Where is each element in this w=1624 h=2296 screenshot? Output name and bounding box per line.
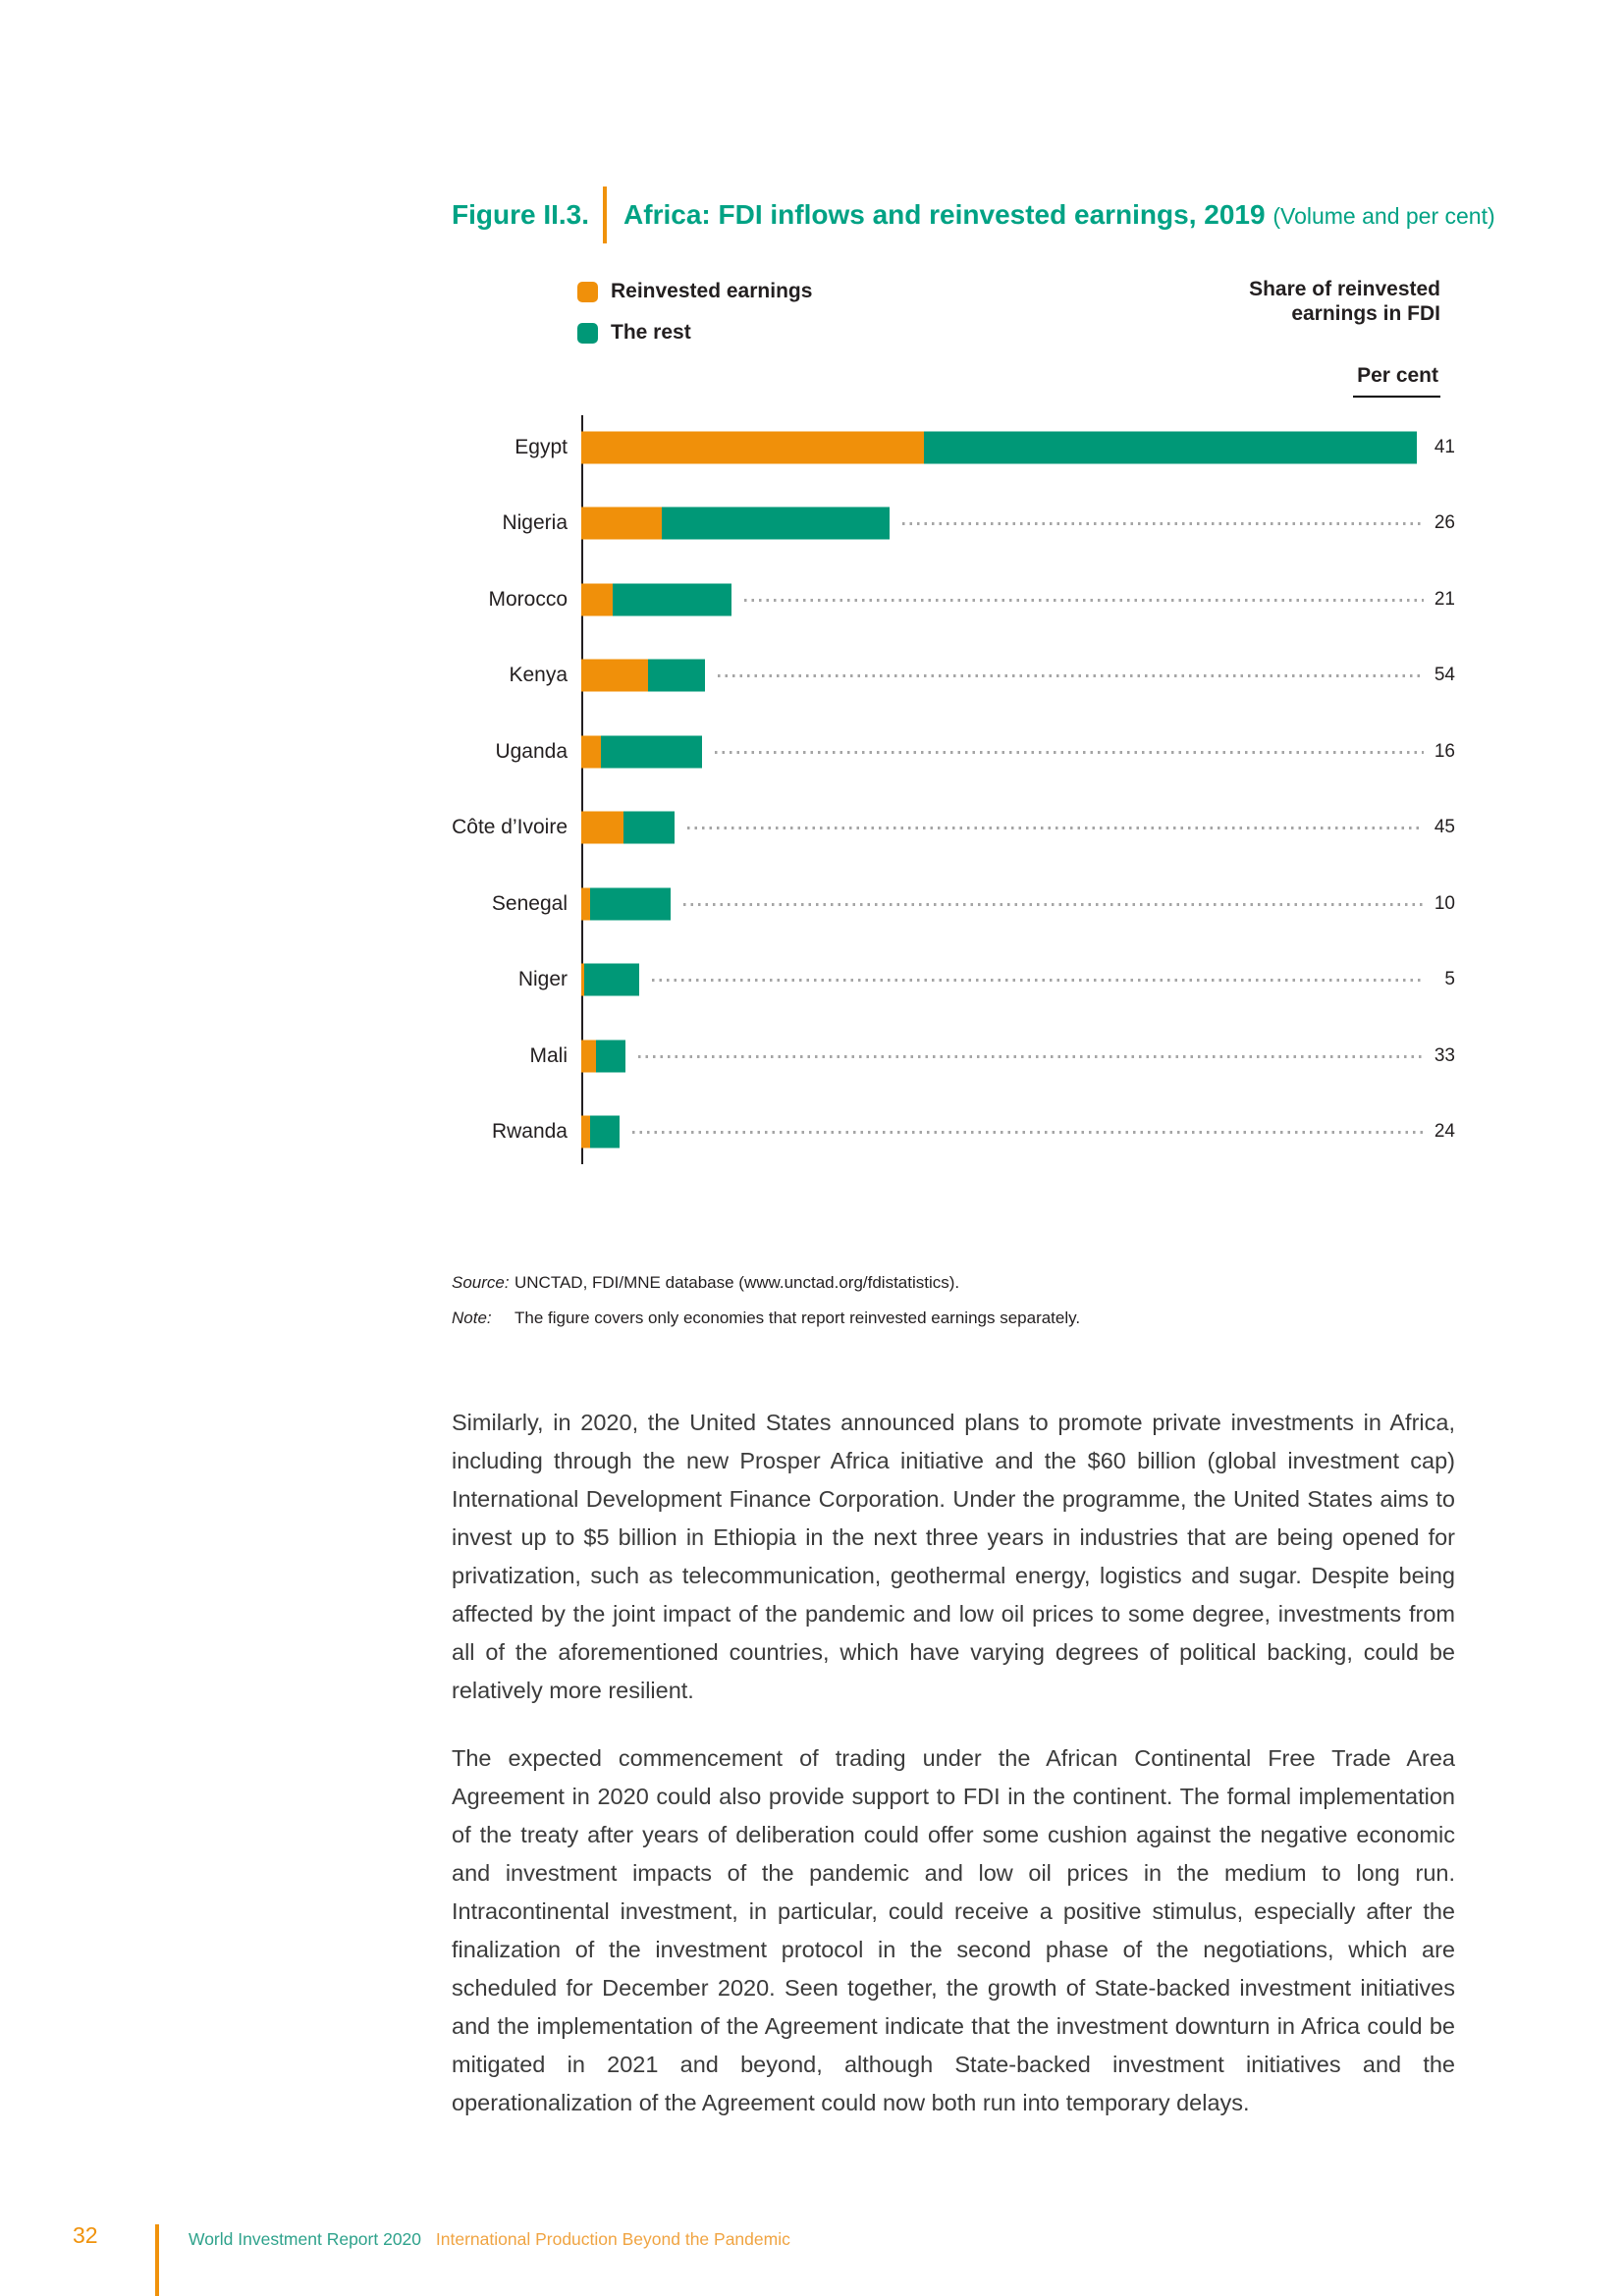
- paragraph: Similarly, in 2020, the United States announced plans to promote private investments in Africa, including through the new Prosper Africa initiative and the $60 billion (global investment cap) International Development Finance Corporation. Under the programme, the United States aims to invest up to $5 billion in Ethiopia in the next three years in industries that are being opened for privatization, such as telecommunication, geothermal energy, logistics and sugar. Despite being affected by the joint impact of the pandemic and low oil prices to some degree, investments from all of the aforementioned countries, which have varying degrees of political backing, could be relatively more resilient.: [452, 1410, 1455, 1703]
- chart-row: [452, 790, 1455, 867]
- figure-header: [452, 187, 1495, 243]
- reinvested-earnings-segment: [581, 1040, 596, 1072]
- bar-track: [581, 942, 1424, 1019]
- the-rest-segment: [590, 1116, 620, 1148]
- share-percent-value: 54: [1434, 665, 1455, 686]
- reinvested-earnings-segment: [581, 583, 613, 615]
- note-text: The figure covers only economies that report reinvested earnings separately.: [514, 1308, 1081, 1328]
- stacked-bar: [581, 660, 705, 692]
- dotted-leader-line: [632, 1131, 1424, 1134]
- share-percent-value: 24: [1434, 1121, 1455, 1143]
- chart-row: [452, 486, 1455, 562]
- reinvested-earnings-segment: [581, 431, 924, 463]
- chart-row: [452, 942, 1455, 1019]
- stacked-bar: [581, 507, 890, 540]
- body-text: [452, 1404, 1455, 2122]
- dotted-leader-line: [652, 979, 1424, 982]
- country-label: Egypt: [514, 435, 568, 458]
- reinvested-earnings-segment: [581, 507, 662, 540]
- share-percent-value: 21: [1434, 588, 1455, 610]
- stacked-bar: [581, 583, 731, 615]
- country-label: Kenya: [509, 664, 568, 687]
- chart-row: [452, 866, 1455, 942]
- share-column-header-line2: earnings in FDI: [1291, 301, 1440, 325]
- share-column-header: [1249, 278, 1440, 326]
- bar-track: [581, 866, 1424, 942]
- the-rest-segment: [648, 660, 705, 692]
- footer-report-title: World Investment Report 2020: [189, 2229, 422, 2249]
- chart-row: [452, 1095, 1455, 1171]
- chart-legend: [577, 280, 812, 362]
- the-rest-segment: [596, 1040, 625, 1072]
- source-note-block: [452, 1272, 1198, 1329]
- dotted-leader-line: [744, 599, 1424, 602]
- page-number: 32: [73, 2222, 98, 2248]
- reinvested-earnings-segment: [581, 735, 601, 768]
- country-label: Senegal: [491, 891, 568, 915]
- reinvested-earnings-segment: [581, 1116, 590, 1148]
- the-rest-segment: [662, 507, 890, 540]
- bar-track: [581, 714, 1424, 790]
- dotted-leader-line: [683, 903, 1424, 906]
- stacked-bar: [581, 812, 675, 844]
- figure-subtitle: (Volume and per cent): [1272, 203, 1495, 229]
- stacked-bar: [581, 1116, 620, 1148]
- share-percent-value: 33: [1434, 1044, 1455, 1066]
- country-label: Uganda: [495, 739, 568, 763]
- stacked-bar: [581, 887, 671, 920]
- country-label: Nigeria: [502, 511, 568, 535]
- legend-item-reinvested: [577, 280, 812, 303]
- legend-label: Reinvested earnings: [611, 280, 813, 302]
- country-label: Rwanda: [491, 1120, 568, 1144]
- stacked-bar: [581, 964, 639, 996]
- bar-track: [581, 1095, 1424, 1171]
- the-rest-segment: [623, 812, 675, 844]
- bar-track: [581, 561, 1424, 638]
- dotted-leader-line: [687, 827, 1424, 829]
- share-percent-value: 41: [1434, 436, 1455, 457]
- dotted-leader-line: [718, 674, 1424, 677]
- dotted-leader-line: [715, 751, 1424, 754]
- chart-row: [452, 1018, 1455, 1095]
- the-rest-segment: [590, 887, 671, 920]
- footer-report-subtitle: International Production Beyond the Pandemic: [435, 2229, 790, 2249]
- share-percent-value: 10: [1434, 892, 1455, 914]
- dotted-leader-line: [638, 1055, 1424, 1058]
- reinvested-earnings-segment: [581, 660, 648, 692]
- paragraph: The expected commencement of trading under the African Continental Free Trade Area Agreement in 2020 could also provide support to FDI in the continent. The formal implementation of the treaty after years of deliberation could offer some cushion against the negative economic and investment impacts of the pandemic and low oil prices in the medium to long run. Intracontinental investment, in particular, could receive a positive stimulus, especially after the finalization of the investment protocol in the second phase of the negotiations, which are scheduled for December 2020. Seen together, the growth of State-backed investment initiatives and the implementation of the Agreement indicate that the investment downturn in Africa could be mitigated in 2021 and beyond, although State-backed investment initiatives and the operationalization of the Agreement could now both run into temporary delays.: [452, 1745, 1455, 2115]
- stacked-bar: [581, 735, 702, 768]
- share-column-header-line1: Share of reinvested: [1249, 278, 1440, 300]
- chart-row: [452, 714, 1455, 790]
- reinvested-earnings-segment: [581, 887, 590, 920]
- chart-row: [452, 638, 1455, 715]
- stacked-bar: [581, 431, 1417, 463]
- country-label: Morocco: [488, 587, 568, 611]
- country-label: Côte d’Ivoire: [452, 816, 568, 839]
- bar-track: [581, 638, 1424, 715]
- footer-text: [189, 2229, 790, 2250]
- share-percent-value: 45: [1434, 817, 1455, 838]
- country-label: Niger: [517, 968, 568, 991]
- source-text: UNCTAD, FDI/MNE database (www.unctad.org/fdistatistics).: [514, 1273, 960, 1292]
- the-rest-segment: [601, 735, 703, 768]
- chart-rows: [452, 409, 1455, 1170]
- figure-title-text: Africa: FDI inflows and reinvested earnings, 2019: [623, 199, 1266, 230]
- stacked-bar: [581, 1040, 625, 1072]
- figure-number: Figure II.3.: [452, 199, 590, 230]
- dotted-leader-line: [902, 522, 1424, 525]
- source-label: Source:: [452, 1273, 510, 1292]
- bar-track: [581, 409, 1424, 486]
- legend-swatch-orange-icon: [577, 282, 598, 302]
- legend-label: The rest: [611, 321, 691, 344]
- figure-title-separator: [603, 187, 607, 243]
- chart-row: [452, 409, 1455, 486]
- footer-separator-bar: [155, 2224, 159, 2296]
- the-rest-segment: [613, 583, 731, 615]
- legend-swatch-teal-icon: [577, 323, 598, 344]
- share-percent-value: 16: [1434, 740, 1455, 762]
- country-label: Mali: [529, 1043, 568, 1067]
- note-label: Note:: [452, 1308, 492, 1328]
- figure-title: [623, 199, 1495, 231]
- reinvested-earnings-segment: [581, 812, 623, 844]
- fdi-bar-chart: [452, 409, 1455, 1170]
- bar-track: [581, 790, 1424, 867]
- chart-row: [452, 561, 1455, 638]
- percent-unit-label: Per cent: [1353, 364, 1440, 398]
- share-percent-value: 26: [1434, 512, 1455, 534]
- the-rest-segment: [924, 431, 1417, 463]
- bar-track: [581, 486, 1424, 562]
- legend-item-rest: [577, 321, 812, 345]
- bar-track: [581, 1018, 1424, 1095]
- the-rest-segment: [584, 964, 639, 996]
- share-percent-value: 5: [1444, 969, 1455, 990]
